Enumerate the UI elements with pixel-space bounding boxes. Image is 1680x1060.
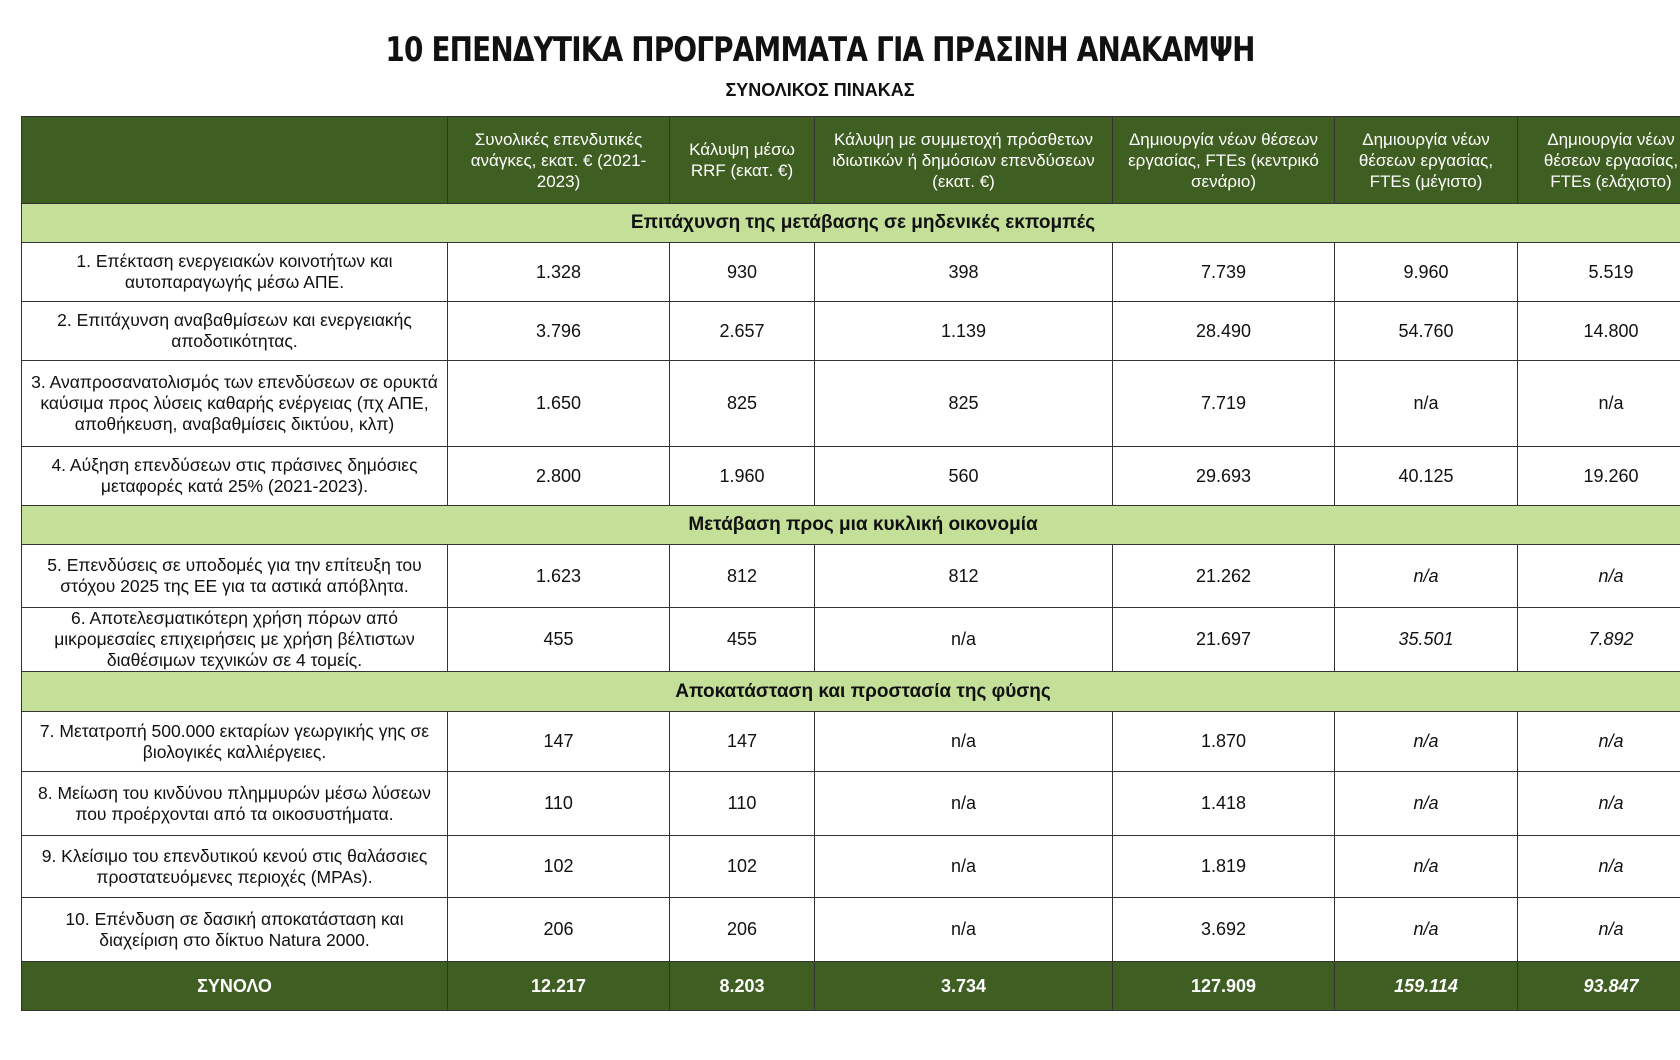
total-jobs-central: 127.909 bbox=[1113, 962, 1335, 1011]
cell-extra: 1.139 bbox=[815, 302, 1113, 361]
cell-jobs-central: 28.490 bbox=[1113, 302, 1335, 361]
table-header-row bbox=[22, 117, 1680, 204]
totals-label: ΣΥΝΟΛΟ bbox=[22, 962, 448, 1011]
cell-jobs-central: 1.418 bbox=[1113, 772, 1335, 836]
cell-jobs-min: 19.260 bbox=[1518, 447, 1680, 506]
row-description: 8. Μείωση του κινδύνου πλημμυρών μέσω λύσεων που προέρχονται από τα οικοσυστήματα. bbox=[22, 772, 448, 836]
totals-row bbox=[22, 962, 1680, 1011]
summary-table bbox=[21, 116, 1680, 1011]
table-row bbox=[22, 243, 1680, 302]
cell-total-needs: 110 bbox=[448, 772, 670, 836]
cell-rrf: 825 bbox=[670, 361, 815, 447]
row-description: 9. Κλείσιμο του επενδυτικού κενού στις θαλάσσιες προστατευόμενες περιοχές (MPAs). bbox=[22, 836, 448, 898]
cell-total-needs: 147 bbox=[448, 712, 670, 772]
cell-extra: 560 bbox=[815, 447, 1113, 506]
cell-extra: 825 bbox=[815, 361, 1113, 447]
cell-jobs-central: 3.692 bbox=[1113, 898, 1335, 962]
cell-jobs-central: 1.819 bbox=[1113, 836, 1335, 898]
row-description: 7. Μετατροπή 500.000 εκταρίων γεωργικής γης σε βιολογικές καλλιέργειες. bbox=[22, 712, 448, 772]
cell-extra: 398 bbox=[815, 243, 1113, 302]
header-cell-total-needs: Συνολικές επενδυτικές ανάγκες, εκατ. € (2021-2023) bbox=[448, 117, 670, 204]
cell-rrf: 812 bbox=[670, 545, 815, 608]
row-description: 1. Επέκταση ενεργειακών κοινοτήτων και αυτοπαραγωγής μέσω ΑΠΕ. bbox=[22, 243, 448, 302]
cell-total-needs: 2.800 bbox=[448, 447, 670, 506]
cell-jobs-central: 21.697 bbox=[1113, 608, 1335, 672]
cell-jobs-max: n/a bbox=[1335, 361, 1518, 447]
cell-total-needs: 455 bbox=[448, 608, 670, 672]
cell-jobs-min: n/a bbox=[1518, 712, 1680, 772]
cell-total-needs: 3.796 bbox=[448, 302, 670, 361]
cell-jobs-central: 29.693 bbox=[1113, 447, 1335, 506]
header-cell-rrf: Κάλυψη μέσω RRF (εκατ. €) bbox=[670, 117, 815, 204]
row-description: 2. Επιτάχυνση αναβαθμίσεων και ενεργειακής αποδοτικότητας. bbox=[22, 302, 448, 361]
cell-jobs-min: 5.519 bbox=[1518, 243, 1680, 302]
section-header bbox=[22, 204, 1680, 243]
cell-jobs-central: 21.262 bbox=[1113, 545, 1335, 608]
cell-jobs-min: n/a bbox=[1518, 545, 1680, 608]
total-jobs-min: 93.847 bbox=[1518, 962, 1680, 1011]
cell-extra: 812 bbox=[815, 545, 1113, 608]
table-row bbox=[22, 447, 1680, 506]
section-title: Αποκατάσταση και προστασία της φύσης bbox=[22, 672, 1680, 712]
cell-rrf: 206 bbox=[670, 898, 815, 962]
page-title: 10 ΕΠΕΝΔΥΤΙΚΑ ΠΡΟΓΡΑΜΜΑΤΑ ΓΙΑ ΠΡΑΣΙΝΗ ΑΝΑΚΑΜΨΗ bbox=[385, 30, 1255, 70]
page-subtitle: ΣΥΝΟΛΙΚΟΣ ΠΙΝΑΚΑΣ bbox=[725, 80, 915, 100]
cell-extra: n/a bbox=[815, 772, 1113, 836]
cell-jobs-max: 35.501 bbox=[1335, 608, 1518, 672]
cell-jobs-min: n/a bbox=[1518, 836, 1680, 898]
section-header bbox=[22, 672, 1680, 712]
cell-jobs-min: 14.800 bbox=[1518, 302, 1680, 361]
header-cell-jobs-min: Δημιουργία νέων θέσεων εργασίας, FTEs (ελάχιστο) bbox=[1518, 117, 1680, 204]
cell-jobs-min: 7.892 bbox=[1518, 608, 1680, 672]
cell-total-needs: 102 bbox=[448, 836, 670, 898]
row-description: 3. Αναπροσανατολισμός των επενδύσεων σε ορυκτά καύσιμα προς λύσεις καθαρής ενέργειας (πχ ΑΠΕ, αποθήκευση, αναβαθμίσεις δικτύου, κλπ) bbox=[22, 361, 448, 447]
cell-rrf: 1.960 bbox=[670, 447, 815, 506]
cell-jobs-min: n/a bbox=[1518, 772, 1680, 836]
cell-jobs-max: n/a bbox=[1335, 712, 1518, 772]
cell-extra: n/a bbox=[815, 836, 1113, 898]
cell-rrf: 455 bbox=[670, 608, 815, 672]
cell-rrf: 2.657 bbox=[670, 302, 815, 361]
cell-jobs-max: n/a bbox=[1335, 836, 1518, 898]
cell-jobs-max: 9.960 bbox=[1335, 243, 1518, 302]
table-row bbox=[22, 302, 1680, 361]
table-row bbox=[22, 608, 1680, 672]
cell-jobs-min: n/a bbox=[1518, 898, 1680, 962]
row-description: 6. Αποτελεσματικότερη χρήση πόρων από μικρομεσαίες επιχειρήσεις με χρήση βέλτιστων διαθέσιμων τεχνικών σε 4 τομείς. bbox=[22, 608, 448, 672]
cell-jobs-max: n/a bbox=[1335, 898, 1518, 962]
cell-rrf: 110 bbox=[670, 772, 815, 836]
header-cell-jobs-max: Δημιουργία νέων θέσεων εργασίας, FTEs (μέγιστο) bbox=[1335, 117, 1518, 204]
cell-jobs-max: 40.125 bbox=[1335, 447, 1518, 506]
cell-jobs-central: 7.739 bbox=[1113, 243, 1335, 302]
section-header bbox=[22, 506, 1680, 545]
cell-total-needs: 1.328 bbox=[448, 243, 670, 302]
total-jobs-max: 159.114 bbox=[1335, 962, 1518, 1011]
header-cell-extra-investments: Κάλυψη με συμμετοχή πρόσθετων ιδιωτικών ή δημόσιων επενδύσεων (εκατ. €) bbox=[815, 117, 1113, 204]
total-rrf: 8.203 bbox=[670, 962, 815, 1011]
total-extra: 3.734 bbox=[815, 962, 1113, 1011]
cell-extra: n/a bbox=[815, 608, 1113, 672]
cell-jobs-max: 54.760 bbox=[1335, 302, 1518, 361]
cell-total-needs: 1.650 bbox=[448, 361, 670, 447]
row-description: 5. Επενδύσεις σε υποδομές για την επίτευξη του στόχου 2025 της ΕΕ για τα αστικά απόβλητα. bbox=[22, 545, 448, 608]
table-row bbox=[22, 361, 1680, 447]
cell-total-needs: 1.623 bbox=[448, 545, 670, 608]
cell-rrf: 147 bbox=[670, 712, 815, 772]
cell-jobs-max: n/a bbox=[1335, 545, 1518, 608]
header-cell-jobs-central: Δημιουργία νέων θέσεων εργασίας, FTEs (κεντρικό σενάριο) bbox=[1113, 117, 1335, 204]
table-row bbox=[22, 836, 1680, 898]
header-cell-blank bbox=[22, 117, 448, 204]
cell-jobs-central: 1.870 bbox=[1113, 712, 1335, 772]
section-title: Επιτάχυνση της μετάβασης σε μηδενικές εκπομπές bbox=[22, 204, 1680, 243]
cell-rrf: 930 bbox=[670, 243, 815, 302]
table-row bbox=[22, 712, 1680, 772]
cell-rrf: 102 bbox=[670, 836, 815, 898]
cell-extra: n/a bbox=[815, 712, 1113, 772]
total-needs: 12.217 bbox=[448, 962, 670, 1011]
cell-jobs-max: n/a bbox=[1335, 772, 1518, 836]
cell-extra: n/a bbox=[815, 898, 1113, 962]
row-description: 10. Επένδυση σε δασική αποκατάσταση και διαχείριση στο δίκτυο Natura 2000. bbox=[22, 898, 448, 962]
cell-total-needs: 206 bbox=[448, 898, 670, 962]
row-description: 4. Αύξηση επενδύσεων στις πράσινες δημόσιες μεταφορές κατά 25% (2021-2023). bbox=[22, 447, 448, 506]
table-row bbox=[22, 772, 1680, 836]
cell-jobs-central: 7.719 bbox=[1113, 361, 1335, 447]
table-row bbox=[22, 545, 1680, 608]
cell-jobs-min: n/a bbox=[1518, 361, 1680, 447]
section-title: Μετάβαση προς μια κυκλική οικονομία bbox=[22, 506, 1680, 545]
table-row bbox=[22, 898, 1680, 962]
